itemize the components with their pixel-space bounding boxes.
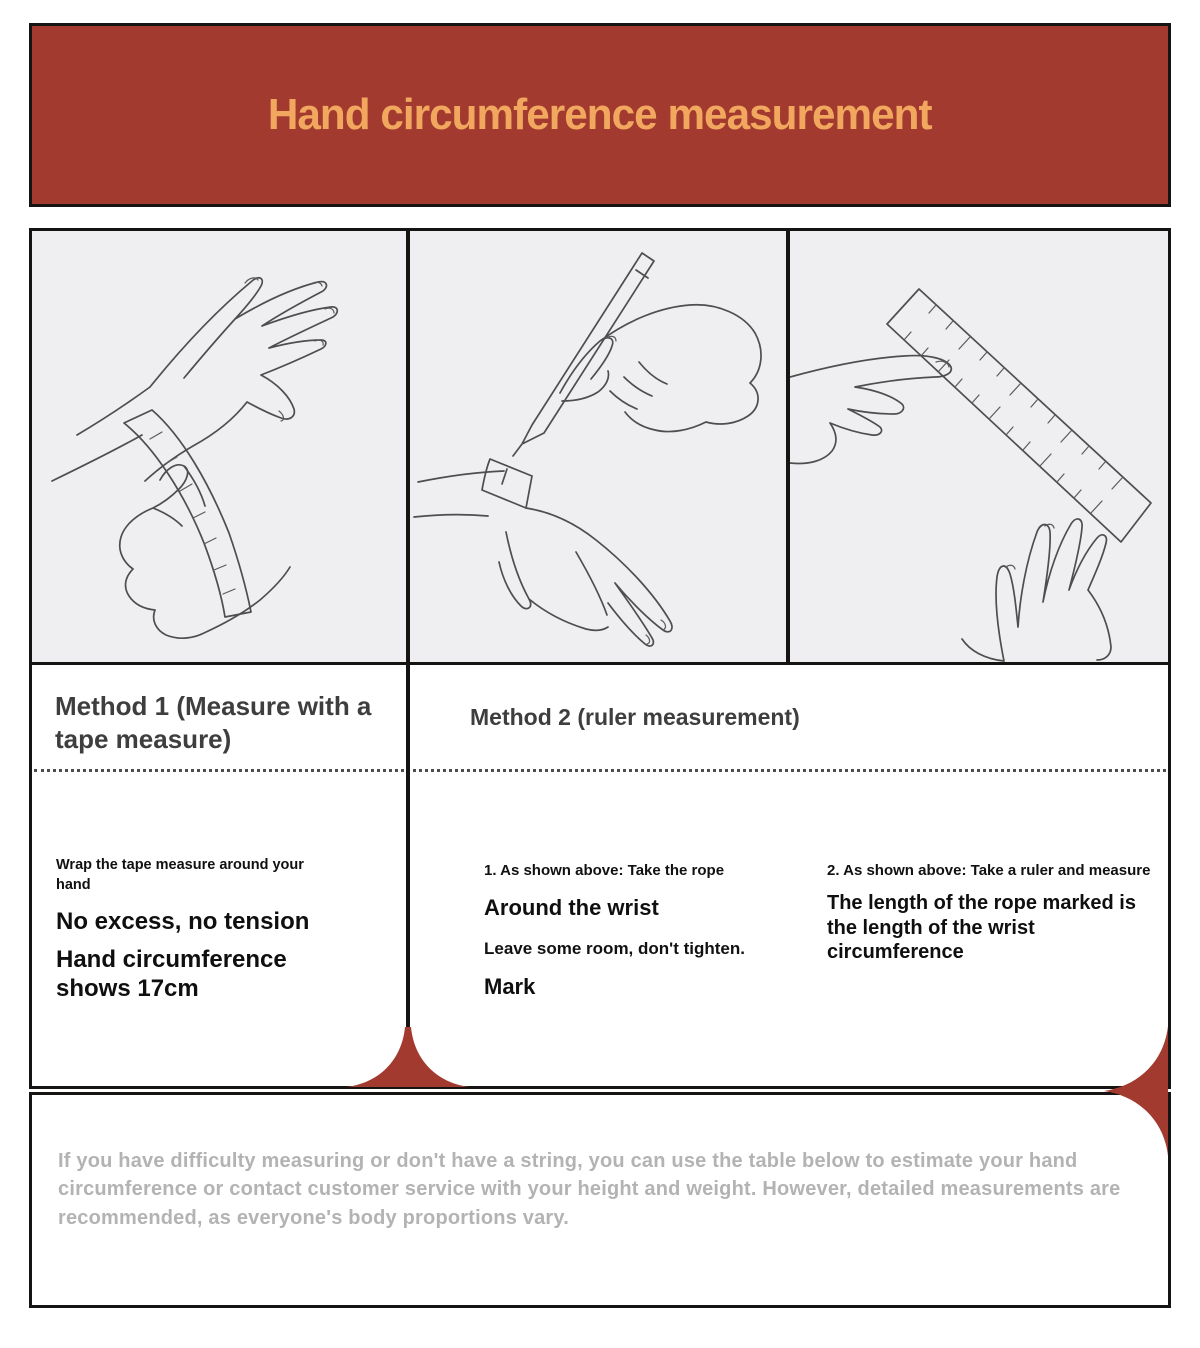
method2-step1-note: Leave some room, don't tighten.: [484, 938, 745, 958]
method1-heading: Method 1 (Measure with a tape measure): [55, 691, 372, 754]
column-divider: [406, 231, 410, 1086]
panels-bottom-rule: [32, 662, 1168, 665]
method2-step1-instructions: [484, 860, 794, 1001]
pen-marking-illustration: [410, 231, 786, 662]
method1-tip: No excess, no tension: [56, 907, 310, 935]
method2-step2-label: 2. As shown above: Take a ruler and measure: [827, 862, 1151, 879]
method1-result: Hand circumference shows 17cm: [56, 945, 287, 1003]
ruler-illustration: [790, 231, 1168, 662]
red-edge-flare: [1104, 1026, 1168, 1156]
dotted-divider: [34, 769, 1166, 772]
method2-step2-text: The length of the rope marked is the length of the wrist circumference: [827, 892, 1136, 964]
method2-step1-label: 1. As shown above: Take the rope: [484, 862, 725, 879]
method2-heading: Method 2 (ruler measurement): [470, 704, 800, 730]
panel-pen-marking: [410, 231, 786, 662]
method2-step1-mark: Mark: [484, 973, 536, 999]
panel-divider-2: [786, 231, 790, 662]
tape-measure-illustration: [32, 231, 406, 662]
footer-note-text: If you have difficulty measuring or don't have a string, you can use the table below to estimate your hand circumference or contact customer service with your height and weight. However, detailed measurements are recommended, as everyone's body proportions vary.: [58, 1150, 1121, 1229]
method2-step2-instructions: [827, 860, 1153, 965]
method1-instructions: [56, 855, 338, 1003]
page-title: Hand circumference measurement: [268, 90, 932, 139]
red-trumpet-flare: [346, 1027, 470, 1087]
header-banner: [29, 23, 1171, 207]
method1-step-note: Wrap the tape measure around your hand: [56, 857, 304, 894]
panel-tape-measure: [32, 231, 406, 662]
panel-ruler: [790, 231, 1168, 662]
method2-step1-title: Around the wrist: [484, 895, 659, 920]
